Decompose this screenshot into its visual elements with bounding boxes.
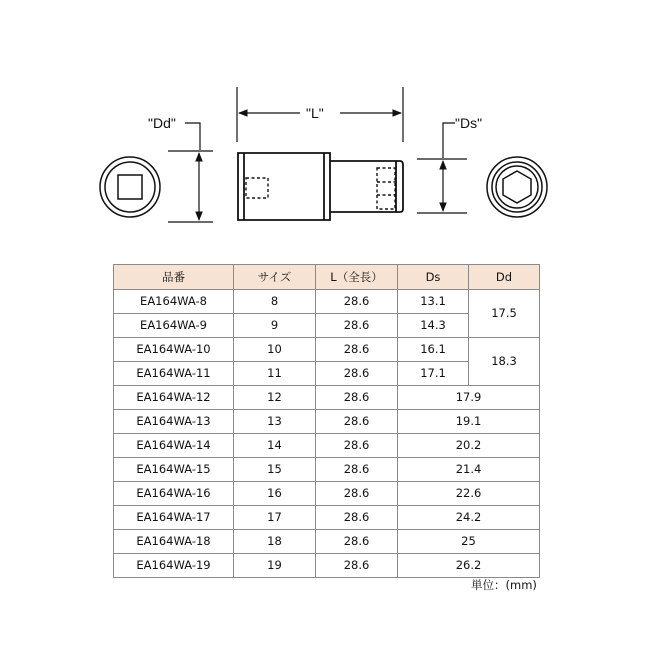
cell-length: 28.6	[316, 290, 398, 314]
ds-dimension	[417, 123, 467, 213]
cell-length: 28.6	[316, 506, 398, 530]
cell-size: 15	[234, 458, 316, 482]
cell-part: EA164WA-19	[114, 554, 234, 578]
socket-end-view	[487, 157, 547, 217]
cell-length: 28.6	[316, 434, 398, 458]
cell-length: 28.6	[316, 386, 398, 410]
cell-length: 28.6	[316, 410, 398, 434]
cell-ds-dd: 21.4	[398, 458, 540, 482]
table-row	[114, 434, 540, 458]
cell-ds: 14.3	[398, 314, 469, 338]
cell-part: EA164WA-12	[114, 386, 234, 410]
cell-size: 16	[234, 482, 316, 506]
cell-ds-dd: 19.1	[398, 410, 540, 434]
socket-side-view	[238, 153, 403, 220]
cell-dd: 18.3	[469, 338, 540, 386]
cell-part: EA164WA-13	[114, 410, 234, 434]
cell-part: EA164WA-10	[114, 338, 234, 362]
cell-ds-dd: 24.2	[398, 506, 540, 530]
label-l: "L"	[306, 105, 324, 121]
drive-end-view	[100, 157, 160, 217]
cell-size: 11	[234, 362, 316, 386]
cell-dd: 17.5	[469, 290, 540, 338]
cell-length: 28.6	[316, 362, 398, 386]
cell-part: EA164WA-16	[114, 482, 234, 506]
label-ds: "Ds"	[455, 115, 483, 131]
table-row	[114, 482, 540, 506]
cell-ds: 17.1	[398, 362, 469, 386]
cell-ds-dd: 22.6	[398, 482, 540, 506]
cell-part: EA164WA-14	[114, 434, 234, 458]
cell-part: EA164WA-15	[114, 458, 234, 482]
cell-size: 8	[234, 290, 316, 314]
table-row	[114, 506, 540, 530]
cell-size: 14	[234, 434, 316, 458]
cell-part: EA164WA-11	[114, 362, 234, 386]
cell-size: 13	[234, 410, 316, 434]
cell-part: EA164WA-9	[114, 314, 234, 338]
unit-note: 単位：(mm)	[471, 578, 537, 592]
label-dd: "Dd"	[148, 115, 176, 131]
header-ds: Ds	[398, 265, 469, 290]
cell-ds-dd: 20.2	[398, 434, 540, 458]
cell-part: EA164WA-8	[114, 290, 234, 314]
table-row	[114, 554, 540, 578]
cell-part: EA164WA-18	[114, 530, 234, 554]
cell-length: 28.6	[316, 338, 398, 362]
cell-part: EA164WA-17	[114, 506, 234, 530]
cell-size: 19	[234, 554, 316, 578]
cell-length: 28.6	[316, 530, 398, 554]
cell-ds-dd: 26.2	[398, 554, 540, 578]
header-size: サイズ	[234, 265, 316, 290]
table-row	[114, 386, 540, 410]
header-length: L（全長）	[316, 265, 398, 290]
spec-table	[113, 264, 540, 578]
header-dd: Dd	[469, 265, 540, 290]
cell-length: 28.6	[316, 314, 398, 338]
dd-dimension	[168, 123, 213, 222]
cell-length: 28.6	[316, 554, 398, 578]
table-row	[114, 290, 540, 314]
table-row	[114, 338, 540, 362]
table-row	[114, 530, 540, 554]
cell-size: 12	[234, 386, 316, 410]
cell-length: 28.6	[316, 482, 398, 506]
cell-size: 17	[234, 506, 316, 530]
header-part-number: 品番	[114, 265, 234, 290]
cell-ds-dd: 25	[398, 530, 540, 554]
cell-ds-dd: 17.9	[398, 386, 540, 410]
cell-ds: 16.1	[398, 338, 469, 362]
cell-size: 18	[234, 530, 316, 554]
socket-dimension-diagram	[0, 0, 650, 262]
table-row	[114, 458, 540, 482]
cell-ds: 13.1	[398, 290, 469, 314]
cell-size: 10	[234, 338, 316, 362]
cell-size: 9	[234, 314, 316, 338]
table-row	[114, 410, 540, 434]
table-header-row	[114, 265, 540, 290]
cell-length: 28.6	[316, 458, 398, 482]
